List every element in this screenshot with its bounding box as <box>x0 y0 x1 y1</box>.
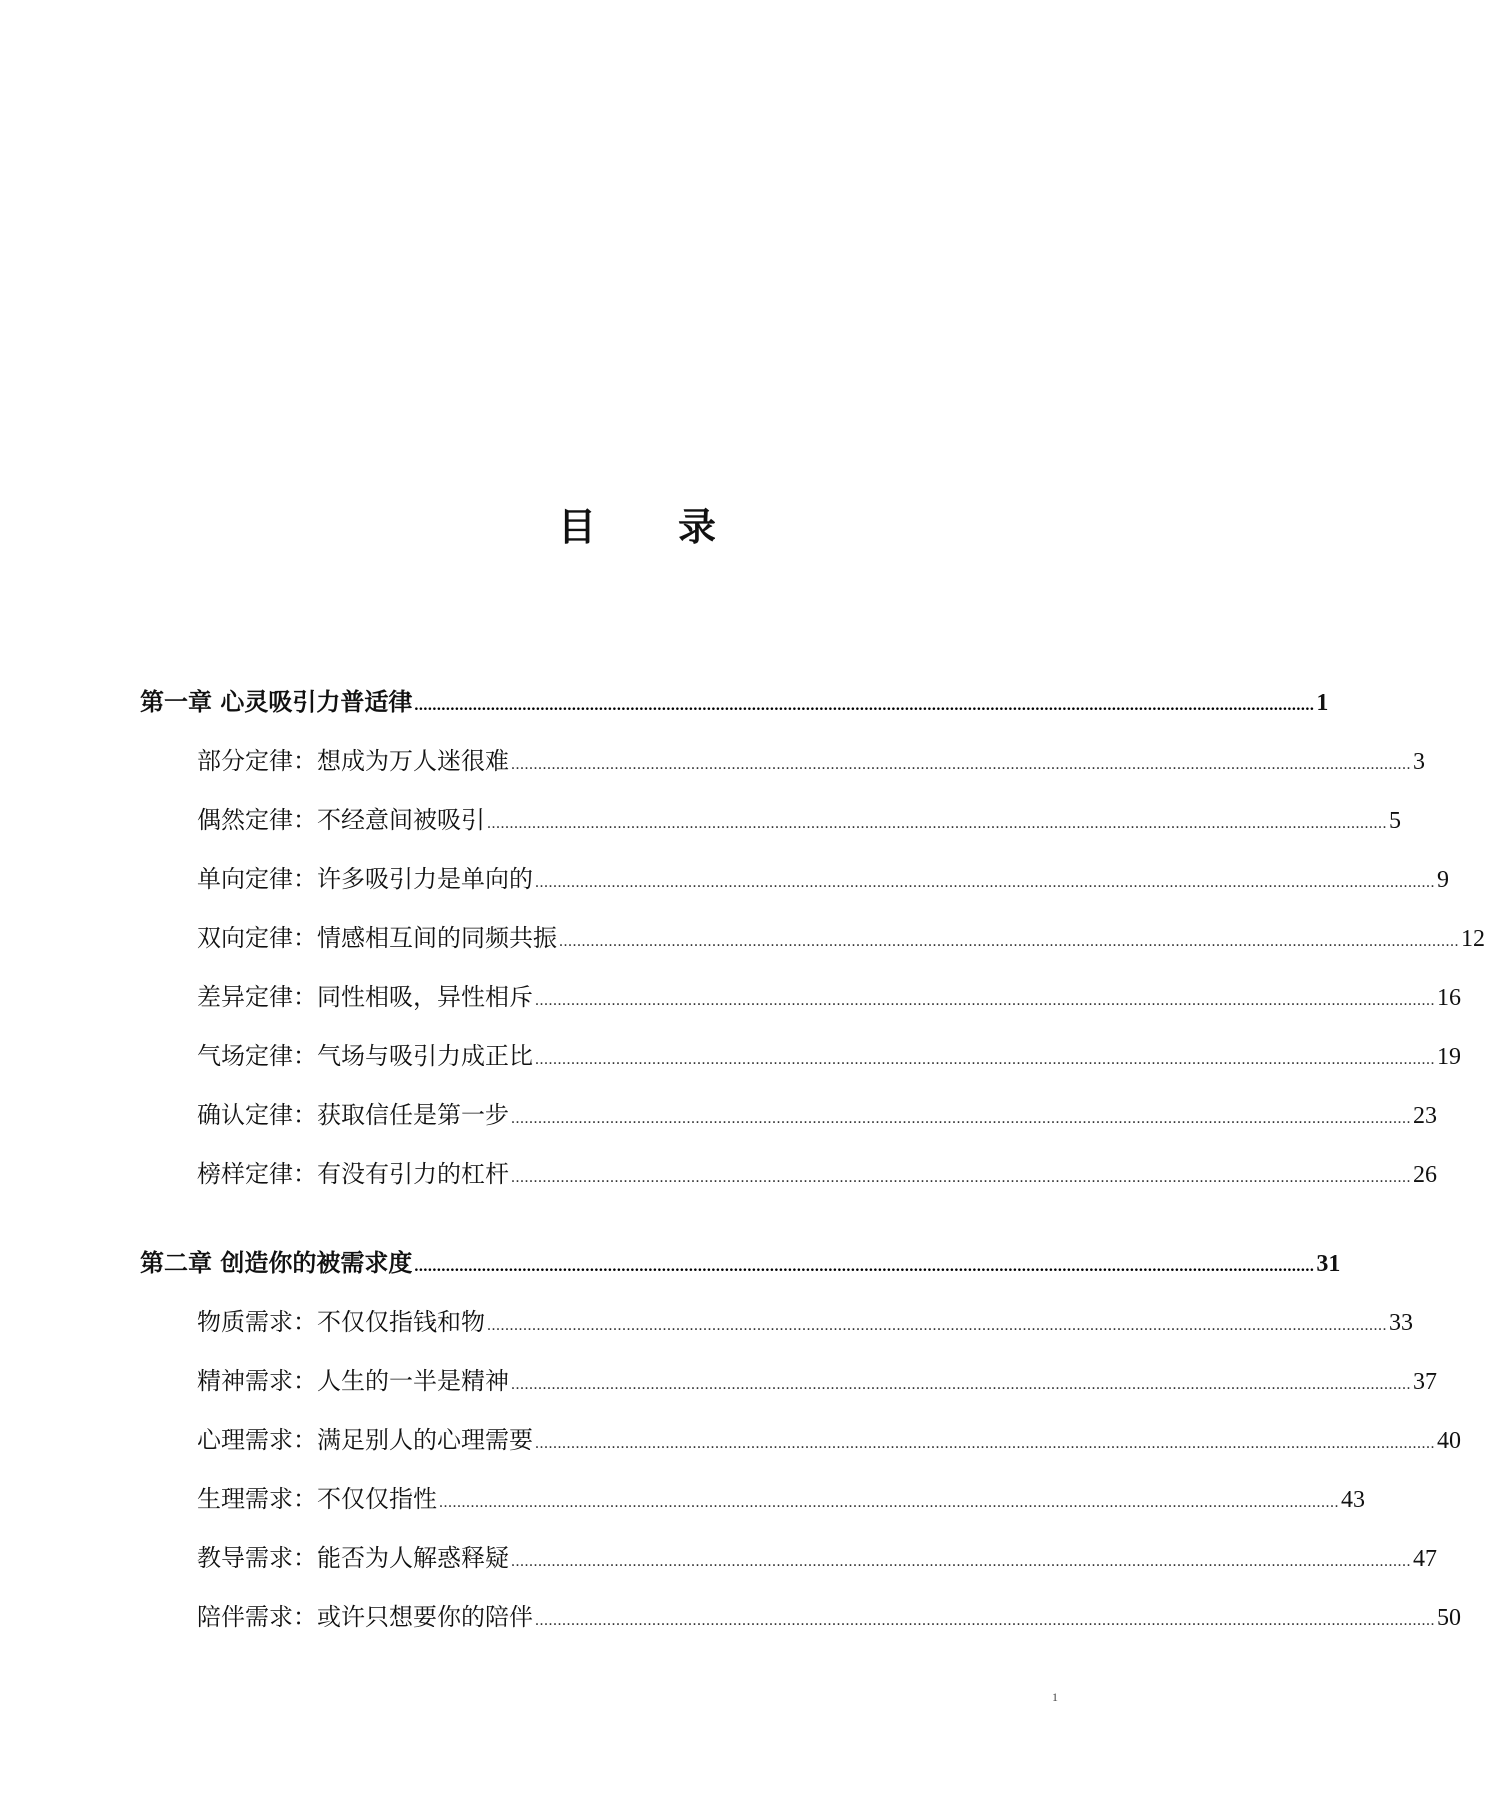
toc-chapter-2[interactable] <box>140 1243 1341 1283</box>
toc-entry-label: 陪伴需求：或许只想要你的陪伴 <box>197 1603 533 1631</box>
toc-dot-leader: ........................................................................................................................................................................................................ <box>487 1317 1387 1334</box>
toc-entry-page: 16 <box>1437 985 1461 1011</box>
toc-section-2-4[interactable] <box>197 1479 1365 1519</box>
toc-entry-page: 50 <box>1437 1605 1461 1631</box>
toc-section-1-6[interactable] <box>197 1036 1461 1076</box>
toc-dot-leader: ........................................................................................................................................................................................................ <box>511 1376 1411 1393</box>
toc-section-1-1[interactable] <box>197 741 1425 781</box>
toc-dot-leader: ........................................................................................................................................................................................................ <box>511 756 1411 773</box>
toc-chapter-1[interactable] <box>140 682 1329 722</box>
toc-section-1-4[interactable] <box>197 918 1485 958</box>
toc-entry-page: 19 <box>1437 1044 1461 1070</box>
toc-dot-leader: ........................................................................................................................................................................................................ <box>535 1051 1435 1068</box>
toc-entry-page: 23 <box>1413 1103 1437 1129</box>
toc-entry-page: 9 <box>1437 867 1449 893</box>
toc-entry-page: 1 <box>1316 690 1329 716</box>
toc-dot-leader: ........................................................................................................................................................................................................ <box>559 933 1459 950</box>
toc-dot-leader: ........................................................................................................................................................................................................ <box>535 1612 1435 1629</box>
toc-dot-leader: ........................................................................................................................................................................................................ <box>414 1258 1315 1275</box>
toc-dot-leader: ........................................................................................................................................................................................................ <box>535 1435 1435 1452</box>
toc-dot-leader: ........................................................................................................................................................................................................ <box>439 1494 1339 1511</box>
toc-section-1-8[interactable] <box>197 1154 1437 1194</box>
toc-section-2-5[interactable] <box>197 1538 1437 1578</box>
toc-section-2-3[interactable] <box>197 1420 1461 1460</box>
toc-section-2-1[interactable] <box>197 1302 1413 1342</box>
toc-dot-leader: ........................................................................................................................................................................................................ <box>511 1169 1411 1186</box>
toc-entry-page: 31 <box>1316 1251 1341 1277</box>
toc-dot-leader: ........................................................................................................................................................................................................ <box>487 815 1387 832</box>
toc-entry-label: 心理需求：满足别人的心理需要 <box>197 1426 533 1454</box>
page-title-char-2: 录 <box>678 505 717 549</box>
toc-entry-label: 第一章 心灵吸引力普适律 <box>140 688 413 716</box>
toc-entry-label: 精神需求：人生的一半是精神 <box>197 1367 509 1395</box>
toc-entry-page: 12 <box>1461 926 1485 952</box>
toc-dot-leader: ........................................................................................................................................................................................................ <box>535 992 1435 1009</box>
toc-section-1-2[interactable] <box>197 800 1401 840</box>
toc-entry-label: 榜样定律：有没有引力的杠杆 <box>197 1160 509 1188</box>
toc-entry-label: 生理需求：不仅仅指性 <box>197 1485 437 1513</box>
toc-entry-page: 33 <box>1389 1310 1413 1336</box>
toc-section-2-6[interactable] <box>197 1597 1461 1637</box>
toc-dot-leader: ........................................................................................................................................................................................................ <box>414 697 1315 714</box>
toc-entry-page: 26 <box>1413 1162 1437 1188</box>
toc-entry-page: 47 <box>1413 1546 1437 1572</box>
toc-dot-leader: ........................................................................................................................................................................................................ <box>511 1110 1411 1127</box>
toc-entry-label: 教导需求：能否为人解惑释疑 <box>197 1544 509 1572</box>
toc-entry-label: 第二章 创造你的被需求度 <box>140 1249 413 1277</box>
toc-section-1-7[interactable] <box>197 1095 1437 1135</box>
toc-entry-label: 部分定律：想成为万人迷很难 <box>197 747 509 775</box>
toc-entry-label: 确认定律：获取信任是第一步 <box>197 1101 509 1129</box>
toc-dot-leader: ........................................................................................................................................................................................................ <box>511 1553 1411 1570</box>
toc-entry-page: 37 <box>1413 1369 1437 1395</box>
toc-entry-label: 偶然定律：不经意间被吸引 <box>197 806 485 834</box>
footer-page-number: 1 <box>1052 1690 1058 1704</box>
toc-entry-label: 差异定律：同性相吸，异性相斥 <box>197 983 533 1011</box>
toc-entry-label: 气场定律：气场与吸引力成正比 <box>197 1042 533 1070</box>
page-title-char-1: 目 <box>557 505 596 549</box>
toc-entry-page: 43 <box>1341 1487 1365 1513</box>
toc-entry-label: 双向定律：情感相互间的同频共振 <box>197 924 557 952</box>
toc-entry-page: 5 <box>1389 808 1401 834</box>
toc-dot-leader: ........................................................................................................................................................................................................ <box>535 874 1435 891</box>
toc-section-1-3[interactable] <box>197 859 1449 899</box>
toc-entry-page: 3 <box>1413 749 1425 775</box>
toc-entry-label: 物质需求：不仅仅指钱和物 <box>197 1308 485 1336</box>
toc-entry-label: 单向定律：许多吸引力是单向的 <box>197 865 533 893</box>
toc-entry-page: 40 <box>1437 1428 1461 1454</box>
toc-section-1-5[interactable] <box>197 977 1461 1017</box>
toc-section-2-2[interactable] <box>197 1361 1437 1401</box>
